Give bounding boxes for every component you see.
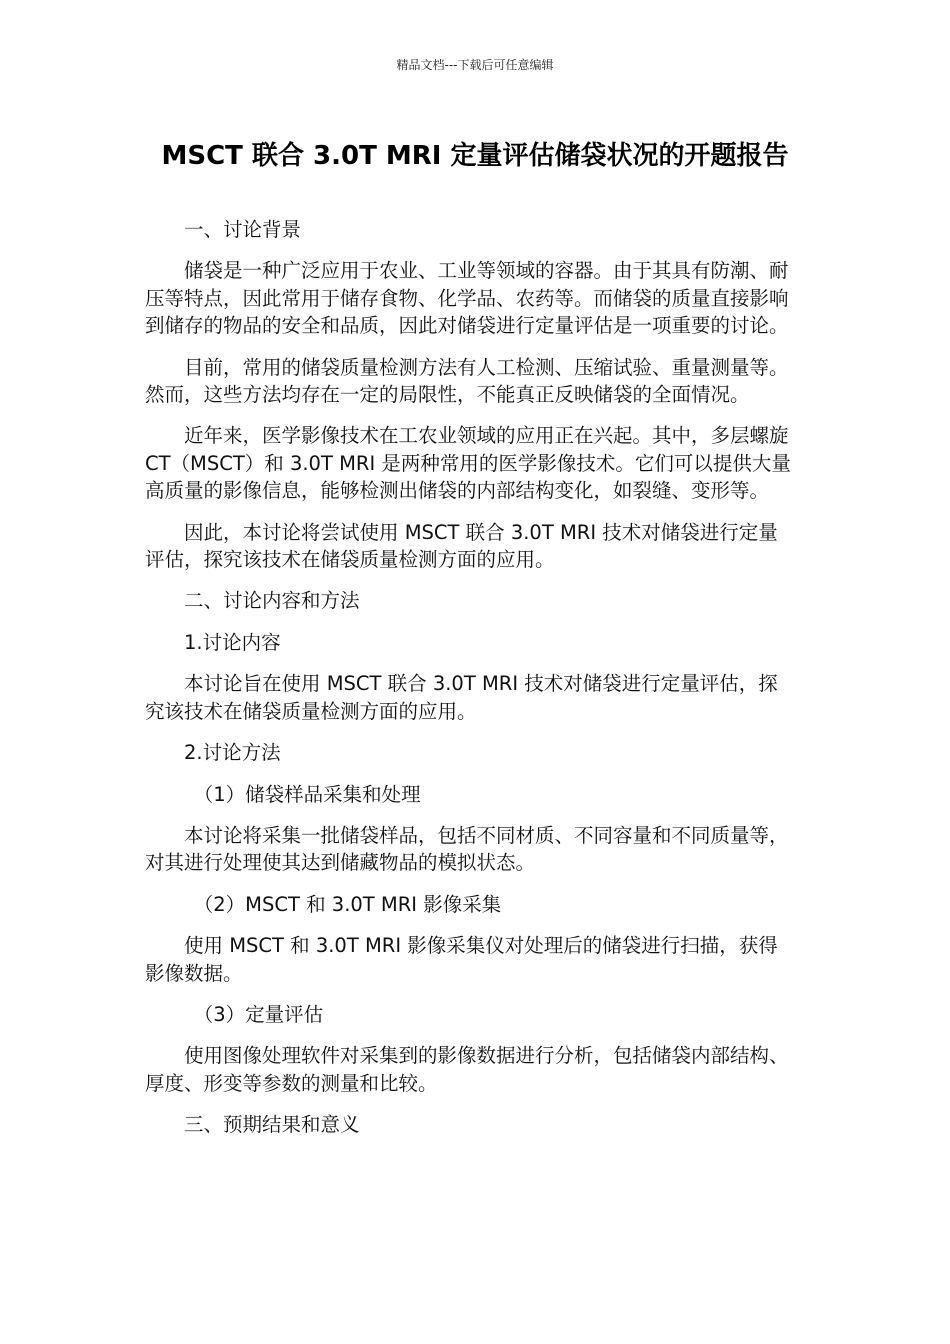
paragraph: 目前，常用的储袋质量检测方法有人工检测、压缩试验、重量测量等。然而，这些方法均存在一定的局限性，不能真正反映储袋的全面情况。 xyxy=(145,355,789,407)
subsection-heading-content: 1.讨论内容 xyxy=(184,630,281,654)
paragraph: 近年来，医学影像技术在工农业领域的应用正在兴起。其中，多层螺旋 CT（MSCT）和 3.0T MRI 是两种常用的医学影像技术。它们可以提供大量高质量的影像信息，能够检测出储袋的内部结构变化，如裂缝、变形等。 xyxy=(145,424,791,503)
method-step-heading: （3）定量评估 xyxy=(193,1002,324,1026)
section-heading-background: 一、讨论背景 xyxy=(184,218,302,241)
page-header-note: 精品文档---下载后可任意编辑 xyxy=(396,58,554,72)
paragraph: 使用 MSCT 和 3.0T MRI 影像采集仪对处理后的储袋进行扫描，获得影像数据。 xyxy=(145,934,778,985)
paragraph: 储袋是一种广泛应用于农业、工业等领域的容器。由于其具有防潮、耐压等特点，因此常用于储存食物、化学品、农药等。而储袋的质量直接影响到储存的物品的安全和品质，因此对储袋进行定量评估是一项重要的讨论。 xyxy=(145,259,789,338)
section-heading-expected-results: 三、预期结果和意义 xyxy=(184,1113,360,1137)
document-title: MSCT 联合 3.0T MRI 定量评估储袋状况的开题报告 xyxy=(161,141,789,171)
document-body xyxy=(145,216,795,1153)
section-heading-content-method: 二、讨论内容和方法 xyxy=(184,589,360,613)
paragraph: 本讨论将采集一批储袋样品，包括不同材质、不同容量和不同质量等，对其进行处理使其达到储藏物品的模拟状态。 xyxy=(145,823,789,875)
method-step-heading: （2）MSCT 和 3.0T MRI 影像采集 xyxy=(193,892,502,916)
method-step-heading: （1）储袋样品采集和处理 xyxy=(193,782,421,806)
paragraph: 因此，本讨论将尝试使用 MSCT 联合 3.0T MRI 技术对储袋进行定量评估，探究该技术在储袋质量检测方面的应用。 xyxy=(145,520,778,572)
paragraph: 本讨论旨在使用 MSCT 联合 3.0T MRI 技术对储袋进行定量评估，探究该技术在储袋质量检测方面的应用。 xyxy=(145,672,778,723)
subsection-heading-method: 2.讨论方法 xyxy=(184,741,281,765)
paragraph: 使用图像处理软件对采集到的影像数据进行分析，包括储袋内部结构、厚度、形变等参数的测量和比较。 xyxy=(145,1044,789,1095)
